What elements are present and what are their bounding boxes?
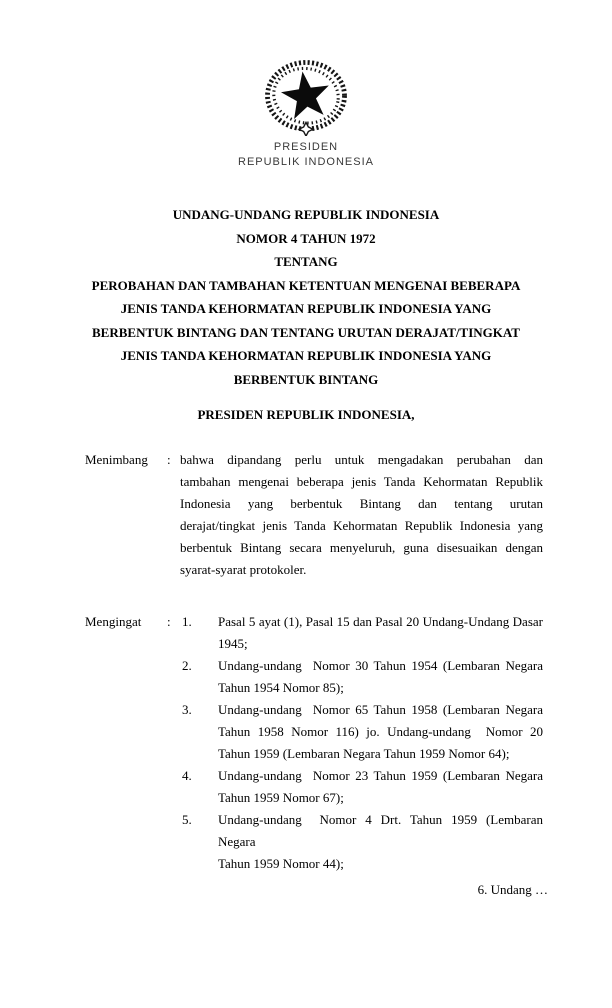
considerations-text-line: syarat-syarat protokoler. <box>180 562 307 577</box>
list-item <box>182 655 543 699</box>
title-line: BERBENTUK BINTANG DAN TENTANG URUTAN DERAJAT/TINGKAT <box>92 324 520 340</box>
title-line: JENIS TANDA KEHORMATAN REPUBLIK INDONESIA YANG <box>120 348 492 363</box>
letterhead <box>0 140 612 169</box>
title-line: UNDANG-UNDANG REPUBLIK INDONESIA <box>172 207 440 222</box>
letterhead-republik-indonesia: REPUBLIK INDONESIA <box>238 155 374 168</box>
considerations-separator: : <box>167 452 171 467</box>
list-item <box>182 611 543 655</box>
list-item-text: Pasal 5 ayat (1), Pasal 15 dan Pasal 20 Undang-Undang Dasar 1945; <box>218 614 543 651</box>
title-line: BERBENTUK BINTANG <box>233 371 379 387</box>
list-item <box>182 699 543 765</box>
document-title <box>0 203 612 391</box>
legal-basis-label: Mengingat <box>85 614 142 629</box>
legal-basis-section <box>85 611 543 875</box>
presidential-seal <box>262 59 350 136</box>
considerations-label: Menimbang <box>85 452 148 467</box>
list-item <box>182 765 543 809</box>
considerations-text-line: berbentuk Bintang secara menyeluruh, guna disesuaikan dengan <box>180 540 543 555</box>
list-item-text: Undang-undang Nomor 65 Tahun 1958 (Lembaran Negara Tahun 1958 Nomor 116) jo. Undang-undang Nomor 20 Tahun 1959 (Lembaran Negara Tahun 1959 Nomor 64); <box>218 702 543 761</box>
title-line: JENIS TANDA KEHORMATAN REPUBLIK INDONESIA YANG <box>120 301 492 316</box>
title-line: TENTANG <box>274 254 338 269</box>
list-item-number: 5. <box>182 812 192 827</box>
considerations-text <box>180 449 543 581</box>
considerations-text-line: derajat/tingkat jenis Tanda Kehormatan Republik Indonesia yang <box>180 518 543 533</box>
considerations-text-line: tambahan mengenai beberapa jenis Tanda Kehormatan Republik <box>180 474 543 489</box>
list-item-number: 4. <box>182 768 192 783</box>
list-item <box>182 809 543 875</box>
title-line: PEROBAHAN DAN TAMBAHAN KETENTUAN MENGENAI BEBERAPA <box>91 277 521 293</box>
considerations-text-line: Indonesia yang berbentuk Bintang dan tentang urutan <box>180 496 543 511</box>
legal-basis-separator: : <box>167 614 171 629</box>
list-item-text: Undang-undang Nomor 23 Tahun 1959 (Lembaran Negara Tahun 1959 Nomor 67); <box>218 768 543 805</box>
title-line: NOMOR 4 TAHUN 1972 <box>236 230 376 246</box>
considerations-text-line: bahwa dipandang perlu untuk mengadakan perubahan dan <box>180 452 543 467</box>
list-item-number: 3. <box>182 702 192 717</box>
catchword: 6. Undang … <box>477 882 548 897</box>
salutation: PRESIDEN REPUBLIK INDONESIA, <box>197 407 415 422</box>
list-item-number: 1. <box>182 614 192 629</box>
considerations-section <box>85 449 543 581</box>
legal-basis-list <box>182 611 543 875</box>
star-icon <box>279 68 333 120</box>
star-wreath-emblem-icon <box>262 59 350 136</box>
list-item-text: Undang-undang Nomor 30 Tahun 1954 (Lembaran Negara Tahun 1954 Nomor 85); <box>218 658 543 695</box>
letterhead-presiden: PRESIDEN <box>273 141 339 153</box>
wreath-knot-icon <box>299 122 313 136</box>
list-item-number: 2. <box>182 658 192 673</box>
list-item-text: Undang-undang Nomor 4 Drt. Tahun 1959 (Lembaran Negara Tahun 1959 Nomor 44); <box>218 812 543 871</box>
